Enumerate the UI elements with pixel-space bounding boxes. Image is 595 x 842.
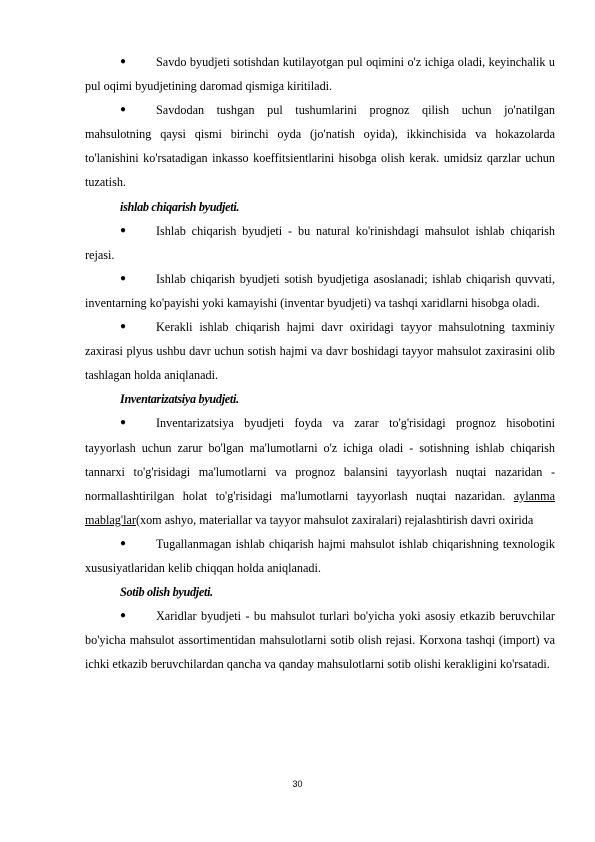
bullet-icon: ● [120, 56, 127, 67]
paragraph-text: (xom ashyo, materiallar va tayyor mahsulot zaxiralari) rejalashtirish davri oxirida [135, 512, 534, 527]
aylanma-mablaglar-link[interactable]: aylanma mablag'lar [85, 488, 555, 527]
paragraph-text: Inventarizatsiya byudjeti foyda va zarar to'g'risidagi prognoz hisobotini tayyorlash uchun zarur bo'lgan ma'lumotlarni o'z ichiga oladi - sotishning ishlab chiqarish tannarxi to'g'risidagi ma'lumotlarni va prognoz balansini tayyorlash nuqtai nazaridan - normallashtirilgan holat to'g'risidagi ma'lumotlarni tayyorlash nuqtai nazaridan. [85, 416, 555, 503]
bullet-paragraph [85, 532, 555, 580]
section-heading: Inventarizatsiya byudjeti. [120, 392, 239, 407]
bullet-icon: ● [120, 321, 127, 333]
bullet-icon: ● [120, 537, 127, 549]
bullet-paragraph [85, 411, 555, 531]
paragraph-text: Ishlab chiqarish byudjeti - bu natural ko'rinishdagi mahsulot ishlab chiqarish rejasi. [85, 223, 555, 262]
bullet-paragraph [85, 50, 555, 98]
bullet-paragraph [85, 219, 555, 267]
paragraph-text: Xaridlar byudjeti - bu mahsulot turlari bo'yicha yoki asosiy etkazib beruvchilar bo'yicha mahsulot assortimentidan mahsulotlarni sotib olish rejasi. Korxona tashqi (import) va ichki etkazib beruvchilardan qancha va qanday mahsulotlarni sotib olishi kerakligini ko'rsatadi. [85, 609, 555, 672]
paragraph-text: Tugallanmagan ishlab chiqarish hajmi mahsulot ishlab chiqarishning texnologik xususiyatlaridan kelib chiqqan holda aniqlanadi. [85, 536, 555, 575]
section-heading: ishlab chiqarish byudjeti. [120, 199, 240, 214]
bullet-paragraph [85, 98, 555, 194]
paragraph-text: Kerakli ishlab chiqarish hajmi davr oxiridagi tayyor mahsulotning taxminiy zaxirasi plyus ushbu davr uchun sotish hajmi va davr boshidagi tayyor mahsulot zaxirasini olib tashlagan holda aniqlanadi. [85, 320, 555, 383]
paragraph-text: Savdodan tushgan pul tushumlarini prognoz qilish uchun jo'natilgan mahsulotning qaysi qismi birinchi oyda (jo'natish oyida), ikkinchisida va hokazolarda to'lanishini ko'rsatadigan inkasso koeffitsientlarini hisobga olish kerak. umidsiz qarzlar uchun tuzatish. [85, 103, 555, 190]
paragraph-text: Savdo byudjeti sotishdan kutilayotgan pul oqimini o'z ichiga oladi, keyinchalik u pul oqimi byudjetining daromad qismiga kiritiladi. [85, 55, 555, 94]
bullet-icon: ● [120, 272, 127, 284]
bullet-icon: ● [120, 104, 127, 116]
document-body [85, 50, 555, 676]
bullet-icon: ● [120, 417, 127, 429]
bullet-paragraph [85, 315, 555, 387]
page-number: 30 [292, 779, 303, 789]
bullet-paragraph [85, 267, 555, 315]
paragraph-text: Ishlab chiqarish byudjeti sotish byudjetiga asoslanadi; ishlab chiqarish quvvati, inventarning ko'payishi yoki kamayishi (inventar byudjeti) va tashqi xaridlarni hisobga oladi. [85, 271, 555, 310]
section-heading: Sotib olish byudjeti. [120, 585, 213, 600]
bullet-paragraph [85, 604, 555, 676]
bullet-icon: ● [120, 610, 127, 622]
bullet-icon: ● [120, 224, 127, 236]
